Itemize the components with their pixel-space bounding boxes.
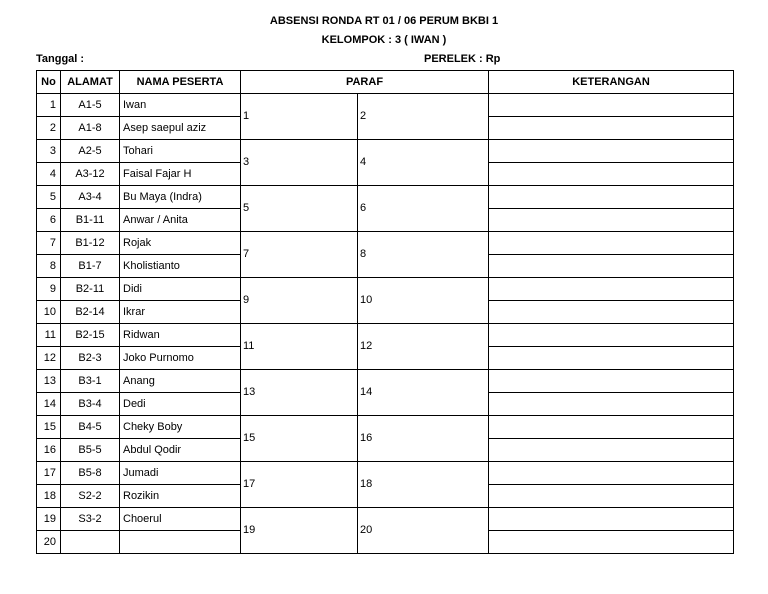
paraf-cell: 9 (241, 278, 358, 324)
table-row (37, 140, 734, 163)
row-nama-peserta: Rojak (120, 232, 241, 255)
row-nama-peserta: Dedi (120, 393, 241, 416)
keterangan-cell (489, 485, 734, 508)
row-alamat: B4-5 (61, 416, 120, 439)
row-number: 8 (37, 255, 61, 278)
row-nama-peserta: Rozikin (120, 485, 241, 508)
paraf-cell: 16 (358, 416, 489, 462)
row-number: 20 (37, 531, 61, 554)
keterangan-cell (489, 301, 734, 324)
row-number: 6 (37, 209, 61, 232)
row-alamat: B2-3 (61, 347, 120, 370)
table-row (37, 462, 734, 485)
keterangan-cell (489, 347, 734, 370)
row-nama-peserta: Kholistianto (120, 255, 241, 278)
keterangan-cell (489, 232, 734, 255)
row-alamat: B1-7 (61, 255, 120, 278)
row-alamat: B5-5 (61, 439, 120, 462)
table-row (37, 94, 734, 117)
row-alamat: A3-4 (61, 186, 120, 209)
paraf-cell: 15 (241, 416, 358, 462)
row-number: 18 (37, 485, 61, 508)
row-number: 17 (37, 462, 61, 485)
row-nama-peserta: Ridwan (120, 324, 241, 347)
table-row (37, 416, 734, 439)
row-alamat: B2-15 (61, 324, 120, 347)
row-nama-peserta: Anwar / Anita (120, 209, 241, 232)
row-alamat: A1-5 (61, 94, 120, 117)
row-nama-peserta: Asep saepul aziz (120, 117, 241, 140)
paraf-cell: 13 (241, 370, 358, 416)
column-header-no: No (37, 71, 61, 94)
column-header-paraf: PARAF (241, 71, 489, 94)
paraf-cell: 4 (358, 140, 489, 186)
row-alamat: A3-12 (61, 163, 120, 186)
row-alamat (61, 531, 120, 554)
keterangan-cell (489, 531, 734, 554)
row-number: 4 (37, 163, 61, 186)
date-label: Tanggal : (36, 53, 85, 65)
keterangan-cell (489, 140, 734, 163)
perelek-label: PERELEK : Rp (424, 53, 501, 65)
row-alamat: B1-12 (61, 232, 120, 255)
paraf-cell: 8 (358, 232, 489, 278)
row-nama-peserta: Tohari (120, 140, 241, 163)
paraf-cell: 1 (241, 94, 358, 140)
keterangan-cell (489, 324, 734, 347)
table-row (37, 278, 734, 301)
row-number: 7 (37, 232, 61, 255)
keterangan-cell (489, 186, 734, 209)
paraf-cell: 6 (358, 186, 489, 232)
paraf-cell: 3 (241, 140, 358, 186)
keterangan-cell (489, 209, 734, 232)
paraf-cell: 7 (241, 232, 358, 278)
attendance-table (36, 70, 734, 554)
table-row (37, 324, 734, 347)
column-header-keterangan: KETERANGAN (489, 71, 734, 94)
row-nama-peserta: Abdul Qodir (120, 439, 241, 462)
row-number: 19 (37, 508, 61, 531)
row-nama-peserta: Jumadi (120, 462, 241, 485)
keterangan-cell (489, 117, 734, 140)
paraf-cell: 10 (358, 278, 489, 324)
row-nama-peserta: Didi (120, 278, 241, 301)
paraf-cell: 11 (241, 324, 358, 370)
paraf-cell: 12 (358, 324, 489, 370)
row-alamat: A2-5 (61, 140, 120, 163)
table-row (37, 370, 734, 393)
paraf-cell: 2 (358, 94, 489, 140)
row-nama-peserta: Joko Purnomo (120, 347, 241, 370)
keterangan-cell (489, 462, 734, 485)
row-alamat: B3-4 (61, 393, 120, 416)
row-nama-peserta: Bu Maya (Indra) (120, 186, 241, 209)
row-nama-peserta: Cheky Boby (120, 416, 241, 439)
keterangan-cell (489, 255, 734, 278)
row-nama-peserta (120, 531, 241, 554)
keterangan-cell (489, 393, 734, 416)
row-number: 3 (37, 140, 61, 163)
table-row (37, 232, 734, 255)
row-nama-peserta: Choerul (120, 508, 241, 531)
row-number: 13 (37, 370, 61, 393)
row-nama-peserta: Ikrar (120, 301, 241, 324)
row-alamat: B1-11 (61, 209, 120, 232)
keterangan-cell (489, 370, 734, 393)
group-label: KELOMPOK : 3 ( IWAN ) (321, 34, 447, 46)
row-alamat: B3-1 (61, 370, 120, 393)
table-header-row (37, 71, 734, 94)
row-alamat: S3-2 (61, 508, 120, 531)
row-alamat: B5-8 (61, 462, 120, 485)
row-number: 16 (37, 439, 61, 462)
table-row (37, 508, 734, 531)
row-nama-peserta: Anang (120, 370, 241, 393)
row-number: 9 (37, 278, 61, 301)
paraf-cell: 20 (358, 508, 489, 554)
row-alamat: B2-14 (61, 301, 120, 324)
row-alamat: A1-8 (61, 117, 120, 140)
paraf-cell: 17 (241, 462, 358, 508)
row-nama-peserta: Faisal Fajar H (120, 163, 241, 186)
row-number: 10 (37, 301, 61, 324)
row-alamat: B2-11 (61, 278, 120, 301)
keterangan-cell (489, 416, 734, 439)
row-number: 5 (37, 186, 61, 209)
document-title: ABSENSI RONDA RT 01 / 06 PERUM BKBI 1 (269, 15, 499, 27)
row-alamat: S2-2 (61, 485, 120, 508)
row-number: 11 (37, 324, 61, 347)
keterangan-cell (489, 439, 734, 462)
column-header-nama: NAMA PESERTA (120, 71, 241, 94)
paraf-cell: 5 (241, 186, 358, 232)
row-number: 1 (37, 94, 61, 117)
keterangan-cell (489, 163, 734, 186)
keterangan-cell (489, 278, 734, 301)
paraf-cell: 14 (358, 370, 489, 416)
keterangan-cell (489, 94, 734, 117)
row-number: 14 (37, 393, 61, 416)
keterangan-cell (489, 508, 734, 531)
paraf-cell: 19 (241, 508, 358, 554)
row-number: 2 (37, 117, 61, 140)
row-number: 15 (37, 416, 61, 439)
row-nama-peserta: Iwan (120, 94, 241, 117)
table-row (37, 186, 734, 209)
paraf-cell: 18 (358, 462, 489, 508)
column-header-alamat: ALAMAT (61, 71, 120, 94)
row-number: 12 (37, 347, 61, 370)
